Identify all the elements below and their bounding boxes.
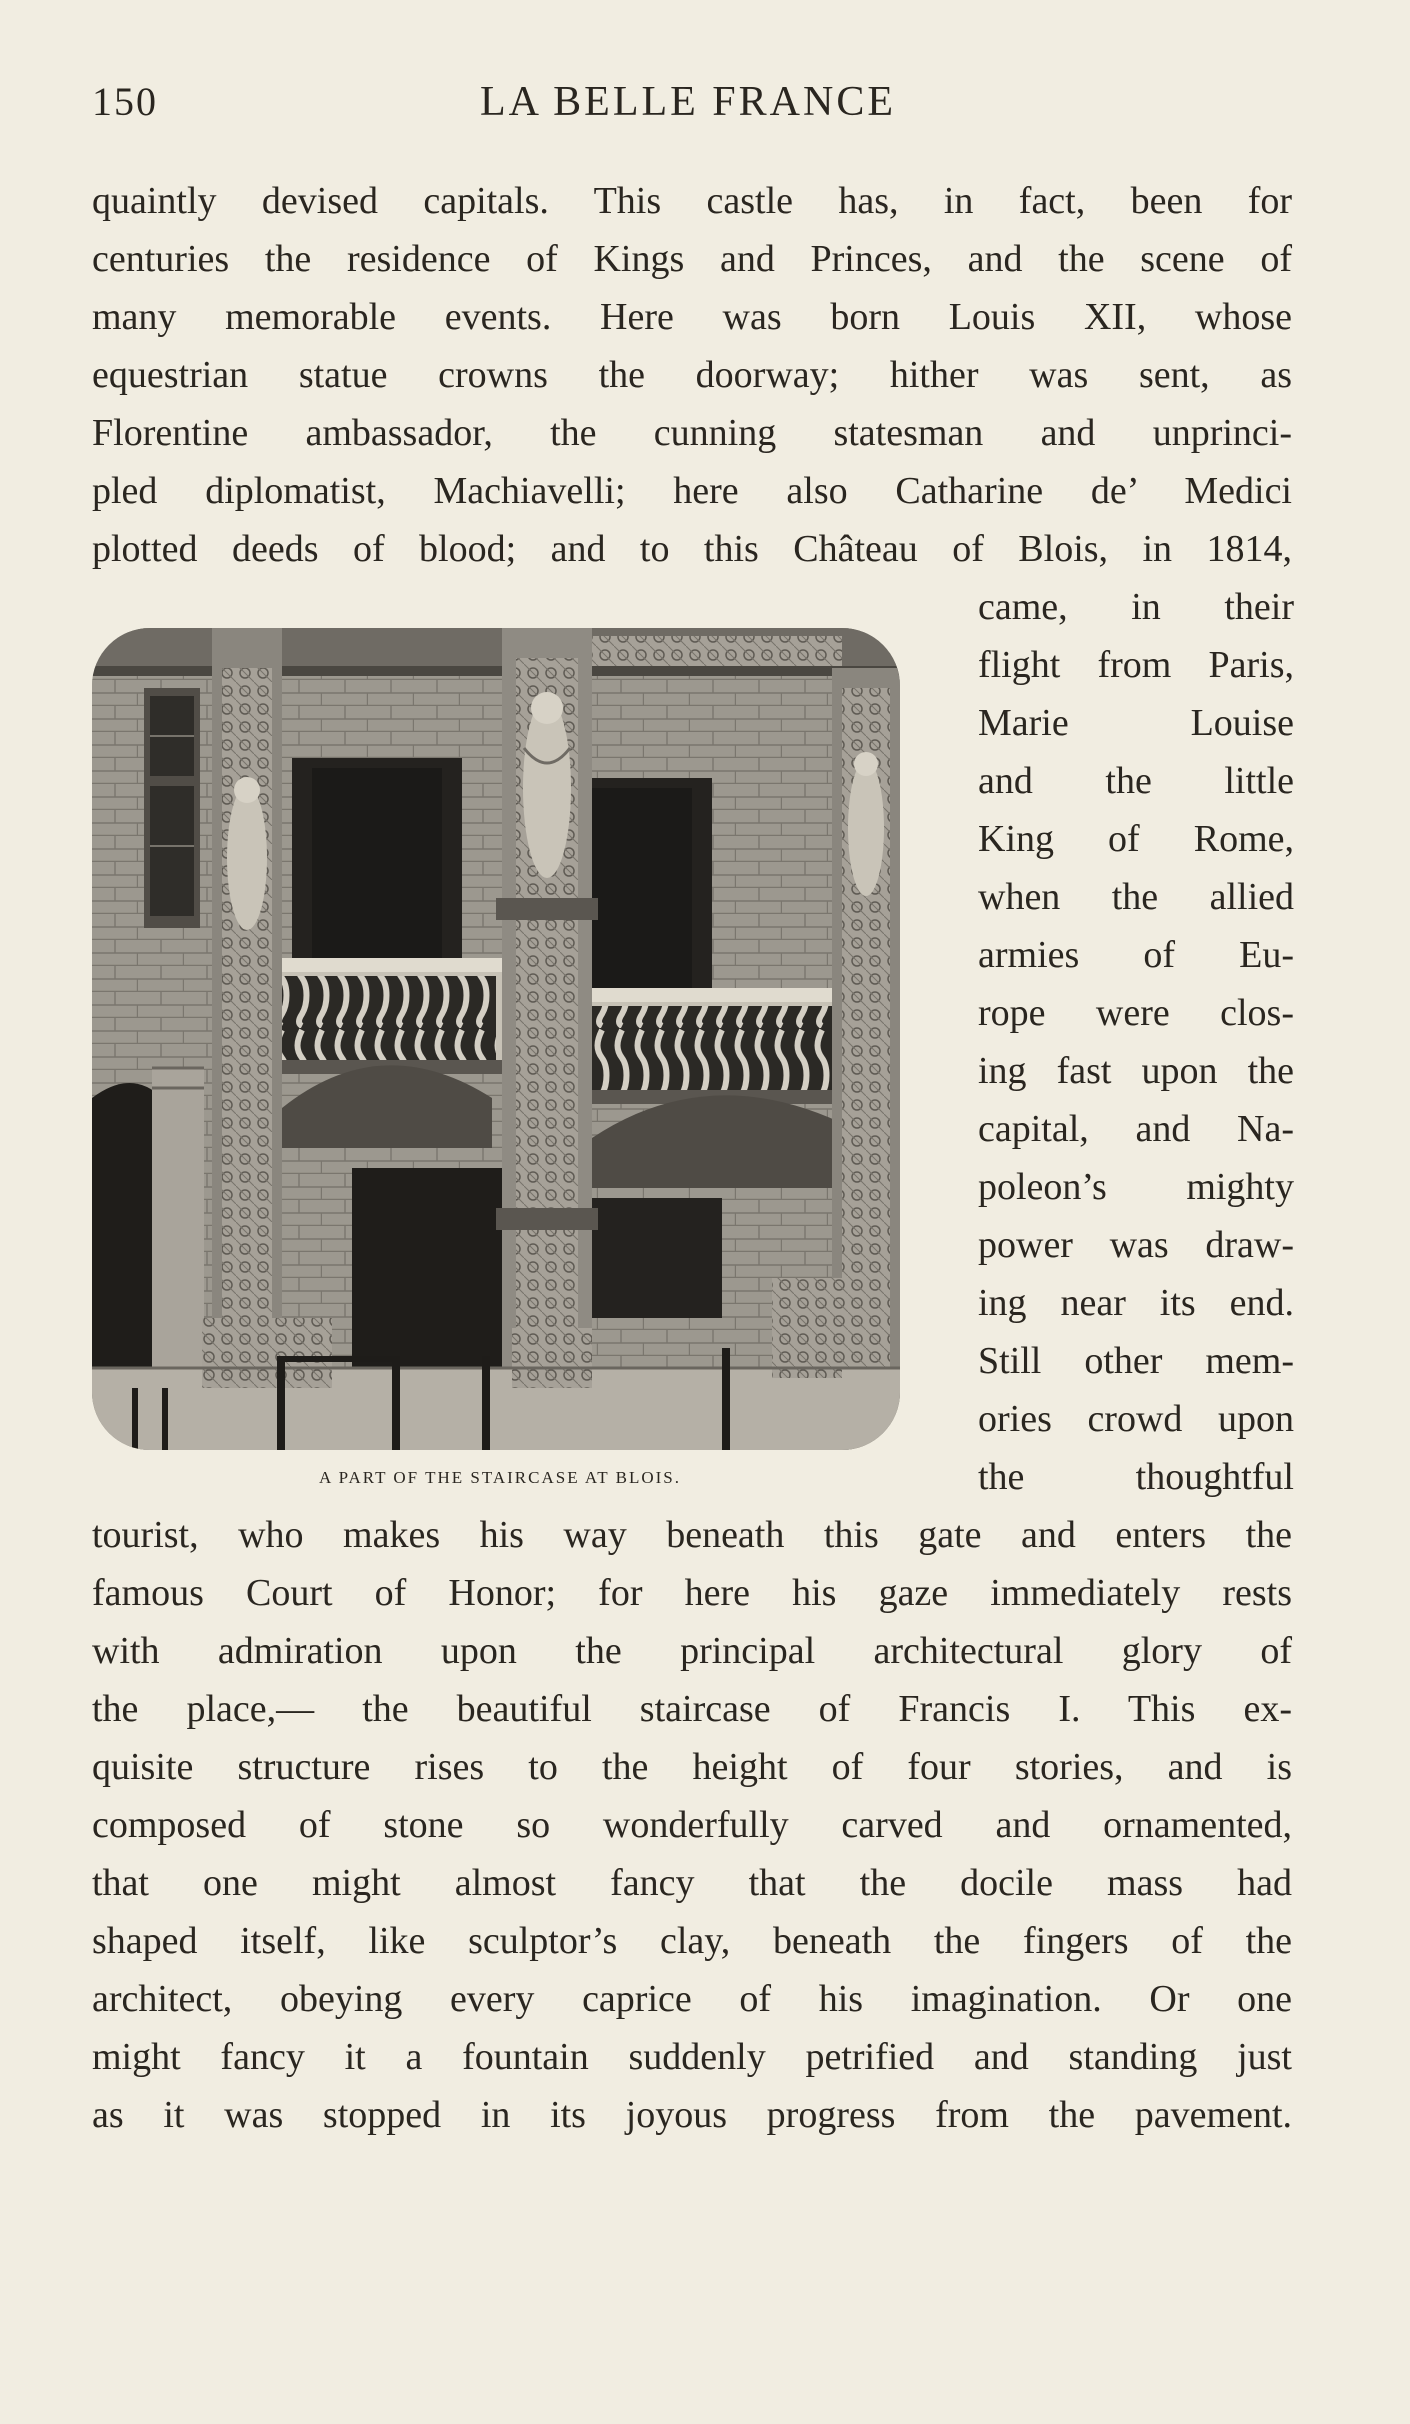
side-line: Still other mem- bbox=[978, 1340, 1294, 1382]
body-line: quisite structure rises to the height of four stories, and is bbox=[92, 1746, 1292, 1788]
figure-caption: A PART OF THE STAIRCASE AT BLOIS. bbox=[319, 1468, 681, 1487]
body-line: quaintly devised capitals. This castle has, in fact, been for bbox=[92, 180, 1292, 222]
side-line: when the allied bbox=[978, 876, 1294, 918]
side-line: armies of Eu- bbox=[978, 934, 1294, 976]
side-line: rope were clos- bbox=[978, 992, 1294, 1034]
book-title: LA BELLE FRANCE bbox=[479, 79, 896, 125]
body-line: shaped itself, like sculptor’s clay, beneath the fingers of the bbox=[92, 1920, 1292, 1962]
body-line: composed of stone so wonderfully carved and ornamented, bbox=[92, 1804, 1292, 1846]
body-line: architect, obeying every caprice of his imagination. Or one bbox=[92, 1978, 1292, 2020]
body-line: that one might almost fancy that the docile mass had bbox=[92, 1862, 1292, 1904]
running-head bbox=[92, 78, 1292, 138]
side-line: Marie Louise bbox=[978, 702, 1294, 744]
body-line: with admiration upon the principal architectural glory of bbox=[92, 1630, 1292, 1672]
body-line: might fancy it a fountain suddenly petrified and standing just bbox=[92, 2036, 1292, 2078]
page-number: 150 bbox=[92, 79, 158, 124]
side-line: ories crowd upon bbox=[978, 1398, 1294, 1440]
side-line: capital, and Na- bbox=[978, 1108, 1294, 1150]
side-line: flight from Paris, bbox=[978, 644, 1294, 686]
body-line: pled diplomatist, Machiavelli; here also Catharine de’ Medici bbox=[92, 470, 1292, 512]
body-line: plotted deeds of blood; and to this Château of Blois, in 1814, bbox=[92, 528, 1292, 570]
body-line: the place,— the beautiful staircase of Francis I. This ex- bbox=[92, 1688, 1292, 1730]
side-line: ing fast upon the bbox=[978, 1050, 1294, 1092]
body-line: centuries the residence of Kings and Princes, and the scene of bbox=[92, 238, 1292, 280]
side-line: King of Rome, bbox=[978, 818, 1294, 860]
body-line: famous Court of Honor; for here his gaze immediately rests bbox=[92, 1572, 1292, 1614]
staircase-illustration bbox=[92, 628, 900, 1450]
side-line: poleon’s mighty bbox=[978, 1166, 1294, 1208]
body-line: Florentine ambassador, the cunning statesman and unprinci- bbox=[92, 412, 1292, 454]
body-line: tourist, who makes his way beneath this gate and enters the bbox=[92, 1514, 1292, 1556]
side-line: the thoughtful bbox=[978, 1456, 1294, 1498]
body-line: as it was stopped in its joyous progress from the pavement. bbox=[92, 2094, 1292, 2136]
body-line: equestrian statue crowns the doorway; hither was sent, as bbox=[92, 354, 1292, 396]
side-line: power was draw- bbox=[978, 1224, 1294, 1266]
side-line: and the little bbox=[978, 760, 1294, 802]
side-line: ing near its end. bbox=[978, 1282, 1294, 1324]
side-line: came, in their bbox=[978, 586, 1294, 628]
body-line: many memorable events. Here was born Louis XII, whose bbox=[92, 296, 1292, 338]
